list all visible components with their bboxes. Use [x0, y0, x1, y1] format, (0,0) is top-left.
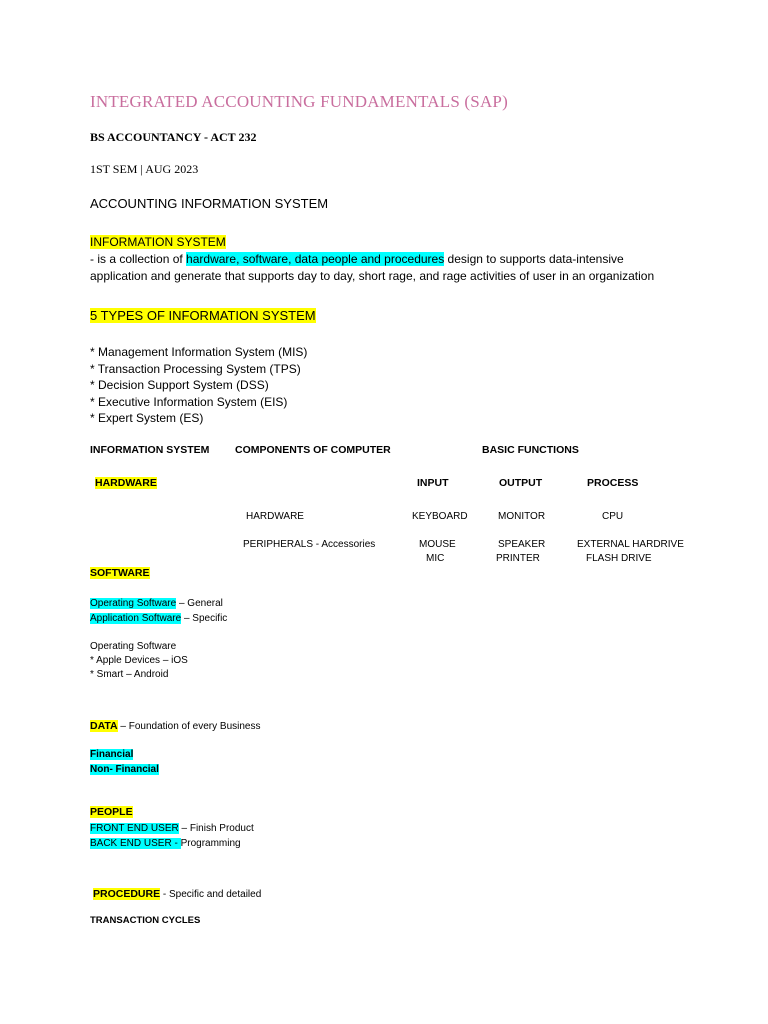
non-financial-label: Non- Financial [90, 763, 159, 775]
col-info-system: INFORMATION SYSTEM [90, 444, 210, 456]
row3-output: PRINTER [496, 553, 540, 564]
procedure-desc: - Specific and detailed [160, 889, 262, 900]
os-list-heading: Operating Software [90, 641, 177, 652]
list-item: * Apple Devices – iOS [90, 655, 188, 666]
output-header: OUTPUT [499, 477, 543, 489]
row2-process: EXTERNAL HARDRIVE [577, 539, 684, 550]
front-end-user-desc: – Finish Product [178, 823, 254, 834]
row1-process: CPU [602, 511, 624, 522]
application-software-desc: – Specific [181, 612, 228, 624]
people-types [90, 822, 254, 851]
row2-input: MOUSE [419, 539, 456, 550]
hardware-label: HARDWARE [95, 477, 157, 489]
col-components: COMPONENTS OF COMPUTER [235, 444, 391, 456]
list-item: * Executive Information System (EIS) [90, 394, 288, 409]
data-kinds [90, 748, 159, 777]
operating-software-label: Operating Software [90, 598, 177, 609]
list-item: * Smart – Android [90, 669, 169, 680]
definition-prefix: - is a collection of [90, 252, 187, 266]
list-item: * Decision Support System (DSS) [90, 378, 269, 392]
row3-process: FLASH DRIVE [586, 553, 652, 564]
transaction-cycles-label: TRANSACTION CYCLES [90, 915, 201, 926]
semester-label: 1ST SEM | AUG 2023 [90, 162, 199, 176]
types-list [90, 344, 307, 427]
data-line [90, 716, 260, 734]
data-desc: – Foundation of every Business [117, 721, 261, 732]
list-item: * Expert System (ES) [90, 411, 204, 425]
software-label: SOFTWARE [90, 567, 150, 579]
procedure-label: PROCEDURE [93, 888, 161, 900]
application-software-label: Application Software [90, 612, 182, 624]
software-label-wrap [90, 567, 150, 579]
types-heading-wrap [90, 308, 316, 323]
front-end-user-label: FRONT END USER [90, 823, 179, 834]
procedure-line [93, 884, 261, 902]
financial-label: Financial [90, 749, 134, 760]
info-system-label: INFORMATION SYSTEM [90, 235, 226, 249]
document-title: INTEGRATED ACCOUNTING FUNDAMENTALS (SAP) [90, 92, 508, 111]
col-basic-functions: BASIC FUNCTIONS [482, 444, 579, 456]
row1-component: HARDWARE [246, 511, 304, 522]
row2-output: SPEAKER [498, 539, 546, 550]
data-label: DATA [90, 720, 118, 732]
section-heading: ACCOUNTING INFORMATION SYSTEM [90, 196, 329, 211]
input-header: INPUT [417, 477, 449, 489]
os-list [90, 640, 188, 682]
people-label-wrap [90, 806, 133, 818]
row2-component: PERIPHERALS - Accessories [243, 539, 376, 550]
row1-input: KEYBOARD [412, 511, 468, 522]
course-label: BS ACCOUNTANCY - ACT 232 [90, 130, 257, 144]
info-system-block [90, 234, 654, 285]
list-item: * Transaction Processing System (TPS) [90, 361, 301, 376]
back-end-user-desc: Programming [180, 837, 241, 849]
hardware-label-wrap [95, 477, 157, 489]
definition-suffix: design to supports data-intensive [444, 252, 624, 266]
row1-output: MONITOR [498, 511, 546, 522]
operating-software-desc: – General [176, 598, 223, 609]
back-end-user-label: BACK END USER - [90, 837, 181, 849]
row3-input: MIC [426, 553, 445, 564]
software-types [90, 597, 227, 626]
people-label: PEOPLE [90, 806, 133, 818]
definition-highlight: hardware, software, data people and procedures [186, 252, 445, 266]
process-header: PROCESS [587, 477, 639, 489]
definition-line2: application and generate that supports day to day, short rage, and rage activities of user in an organization [90, 269, 655, 283]
list-item: * Management Information System (MIS) [90, 345, 308, 359]
types-heading: 5 TYPES OF INFORMATION SYSTEM [90, 308, 316, 323]
